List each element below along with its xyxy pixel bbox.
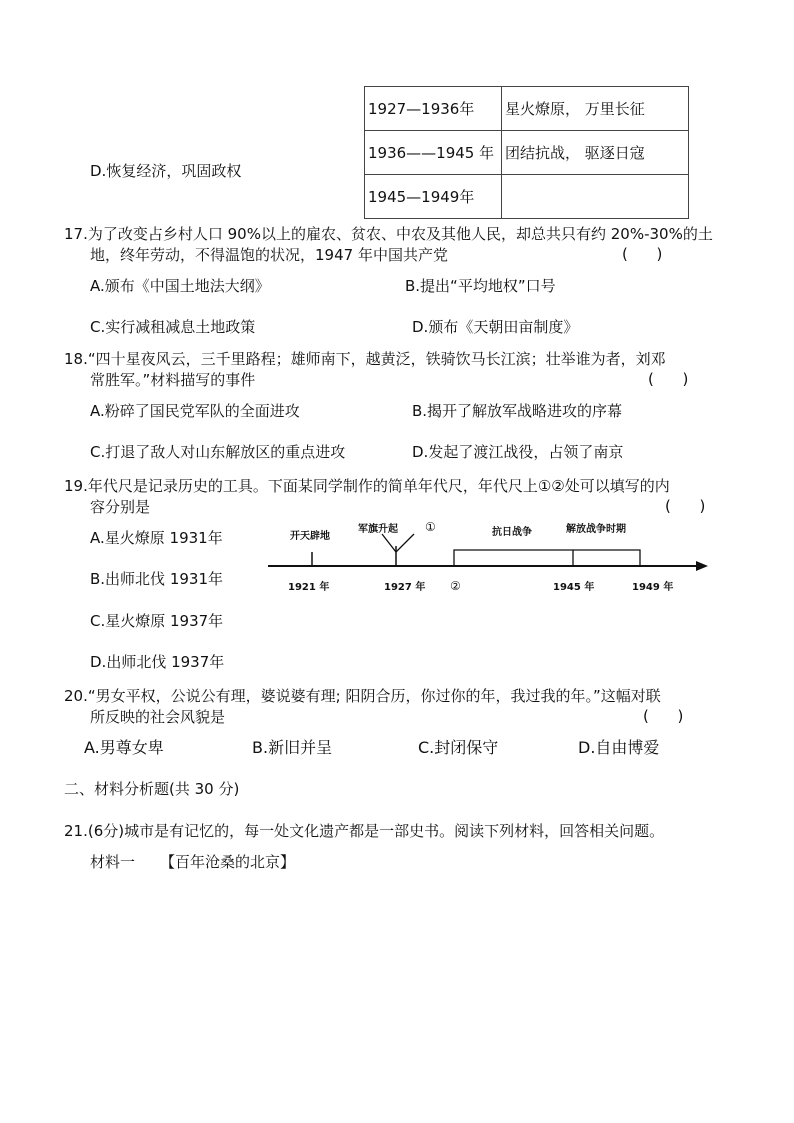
q18-stem-line1: 18.“四十星夜风云，三千里路程；雄师南下，越黄泛，铁骑饮马长江滨；壮举谁为者，刘邓 [64, 350, 666, 368]
table-cell-period: 1927—1936年 [365, 87, 502, 131]
q17-stem-line2: 地，终年劳动，不得温饱的状况，1947 年中国共产党 [90, 246, 448, 264]
year-1927: 1927 年 [384, 582, 426, 593]
q17-option-d: D.颁布《天朝田亩制度》 [412, 318, 579, 336]
year-1921: 1921 年 [288, 582, 330, 593]
table-row [365, 131, 689, 175]
q18-option-b: B.揭开了解放军战略进攻的序幕 [412, 402, 623, 420]
table-cell-theme [502, 175, 689, 219]
q19-option-b: B.出师北伐 1931年 [90, 570, 224, 588]
year-1945: 1945 年 [553, 582, 595, 593]
v-marker [382, 534, 414, 552]
q19-answer-paren: ( ) [665, 497, 706, 515]
label-jiefang-zhanzheng: 解放战争时期 [566, 524, 626, 535]
section-heading: 二、材料分析题(共 30 分) [64, 780, 240, 798]
q20-stem-line2: 所反映的社会风貌是 [90, 708, 226, 726]
q17-answer-paren: ( ) [622, 245, 663, 263]
q20-option-c: C.封闭保守 [418, 738, 499, 757]
q18-option-d: D.发起了渡江战役，占领了南京 [412, 443, 624, 461]
q17-option-b: B.提出“平均地权”口号 [405, 277, 556, 295]
q19-option-c: C.星火燎原 1937年 [90, 612, 224, 630]
label-kaitian-pidi: 开天辟地 [290, 531, 330, 542]
q21-material-title: 【百年沧桑的北京】 [160, 853, 296, 871]
label-kangri-zhanzheng: 抗日战争 [492, 527, 532, 538]
q16-option-d: D.恢复经济，巩固政权 [90, 162, 242, 180]
label-junqi-shengqi: 军旗升起 [358, 524, 398, 535]
q18-answer-paren: ( ) [648, 370, 689, 388]
q20-option-d: D.自由博爱 [578, 738, 660, 757]
table-row [365, 175, 689, 219]
era-table [364, 86, 689, 219]
label-circle-1: ① [425, 520, 436, 534]
q17-stem-line1: 17.为了改变占乡村人口 90%以上的雇农、贫农、中农及其他人民，却总共只有约 20%-30%的土 [64, 225, 713, 243]
year-1949: 1949 年 [632, 582, 674, 593]
q19-option-a: A.星火燎原 1931年 [90, 529, 223, 547]
q20-stem-line1: 20.“男女平权，公说公有理，婆说婆有理; 阳阴合历，你过你的年，我过我的年。”这幅对联 [64, 687, 661, 705]
q19-stem-line1: 19.年代尺是记录历史的工具。下面某同学制作的简单年代尺，年代尺上①②处可以填写的内 [64, 477, 670, 495]
q20-option-b: B.新旧并呈 [252, 738, 333, 757]
bracket-anti-japanese-war [454, 550, 573, 566]
bracket-liberation-war [573, 550, 640, 566]
label-circle-2: ② [450, 579, 461, 593]
table-cell-theme: 星火燎原， 万里长征 [502, 87, 689, 131]
table-cell-theme: 团结抗战， 驱逐日寇 [502, 131, 689, 175]
q18-option-c: C.打退了敌人对山东解放区的重点进攻 [90, 443, 346, 461]
q21-stem: 21.(6分)城市是有记忆的，每一处文化遗产都是一部史书。阅读下列材料，回答相关问题。 [64, 822, 665, 840]
q18-option-a: A.粉碎了国民党军队的全面进攻 [90, 402, 300, 420]
q17-option-a: A.颁布《中国土地法大纲》 [90, 277, 270, 295]
q20-answer-paren: ( ) [643, 707, 684, 725]
q20-option-a: A.男尊女卑 [84, 738, 164, 757]
q18-stem-line2: 常胜军。”材料描写的事件 [90, 371, 256, 389]
era-ruler [260, 512, 720, 596]
table-cell-period: 1936——1945 年 [365, 131, 502, 175]
q19-option-d: D.出师北伐 1937年 [90, 653, 225, 671]
arrow-right-icon [696, 561, 708, 571]
table-cell-period: 1945—1949年 [365, 175, 502, 219]
q19-stem-line2: 容分别是 [90, 498, 151, 516]
q17-option-c: C.实行减租减息土地政策 [90, 318, 256, 336]
q21-material-label: 材料一 [90, 853, 136, 871]
table-row [365, 87, 689, 131]
